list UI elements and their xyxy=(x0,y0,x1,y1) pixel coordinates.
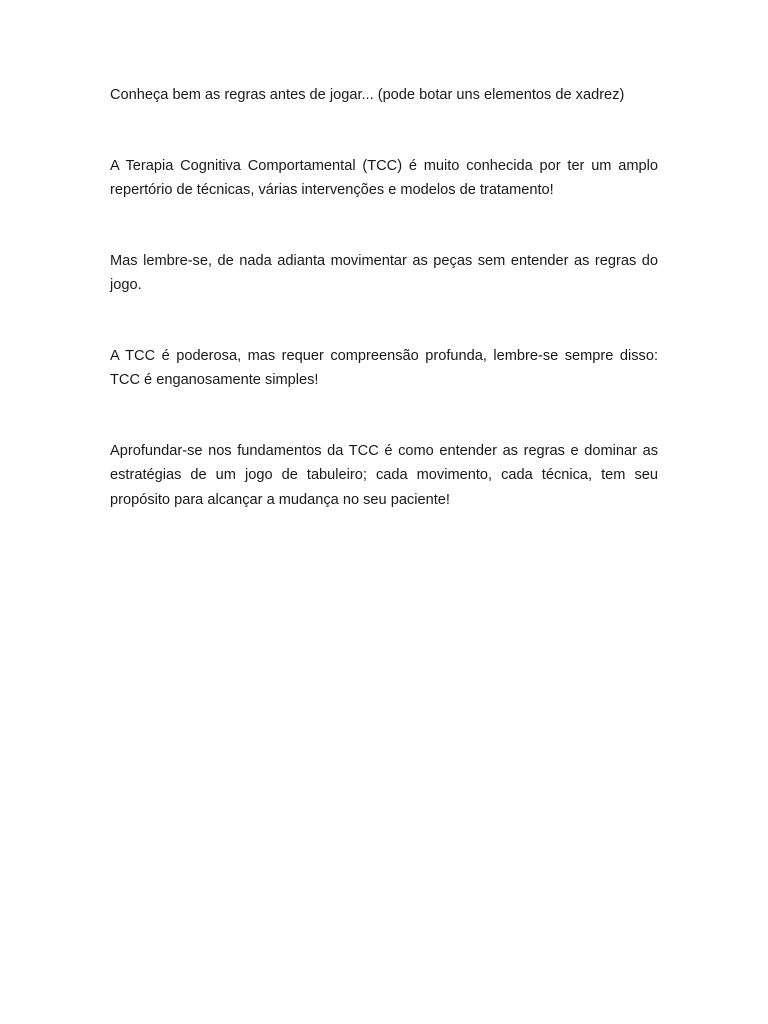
document-body xyxy=(110,83,658,512)
paragraph-tcc-repertoire: A Terapia Cognitiva Comportamental (TCC) é muito conhecida por ter um amplo repertório de técnicas, várias intervenções e modelos de tratamento! xyxy=(110,157,658,198)
paragraph-rules-reminder: Mas lembre-se, de nada adianta movimentar as peças sem entender as regras do jogo. xyxy=(110,252,658,293)
paragraph-tcc-powerful: A TCC é poderosa, mas requer compreensão profunda, lembre-se sempre disso: TCC é enganosamente simples! xyxy=(110,347,658,388)
paragraph-board-game-analogy: Aprofundar-se nos fundamentos da TCC é como entender as regras e dominar as estratégias de um jogo de tabuleiro; cada movimento, cada técnica, tem seu propósito para alcançar a mudança no seu paciente! xyxy=(110,442,658,508)
paragraph-intro: Conheça bem as regras antes de jogar... (pode botar uns elementos de xadrez) xyxy=(110,87,625,103)
